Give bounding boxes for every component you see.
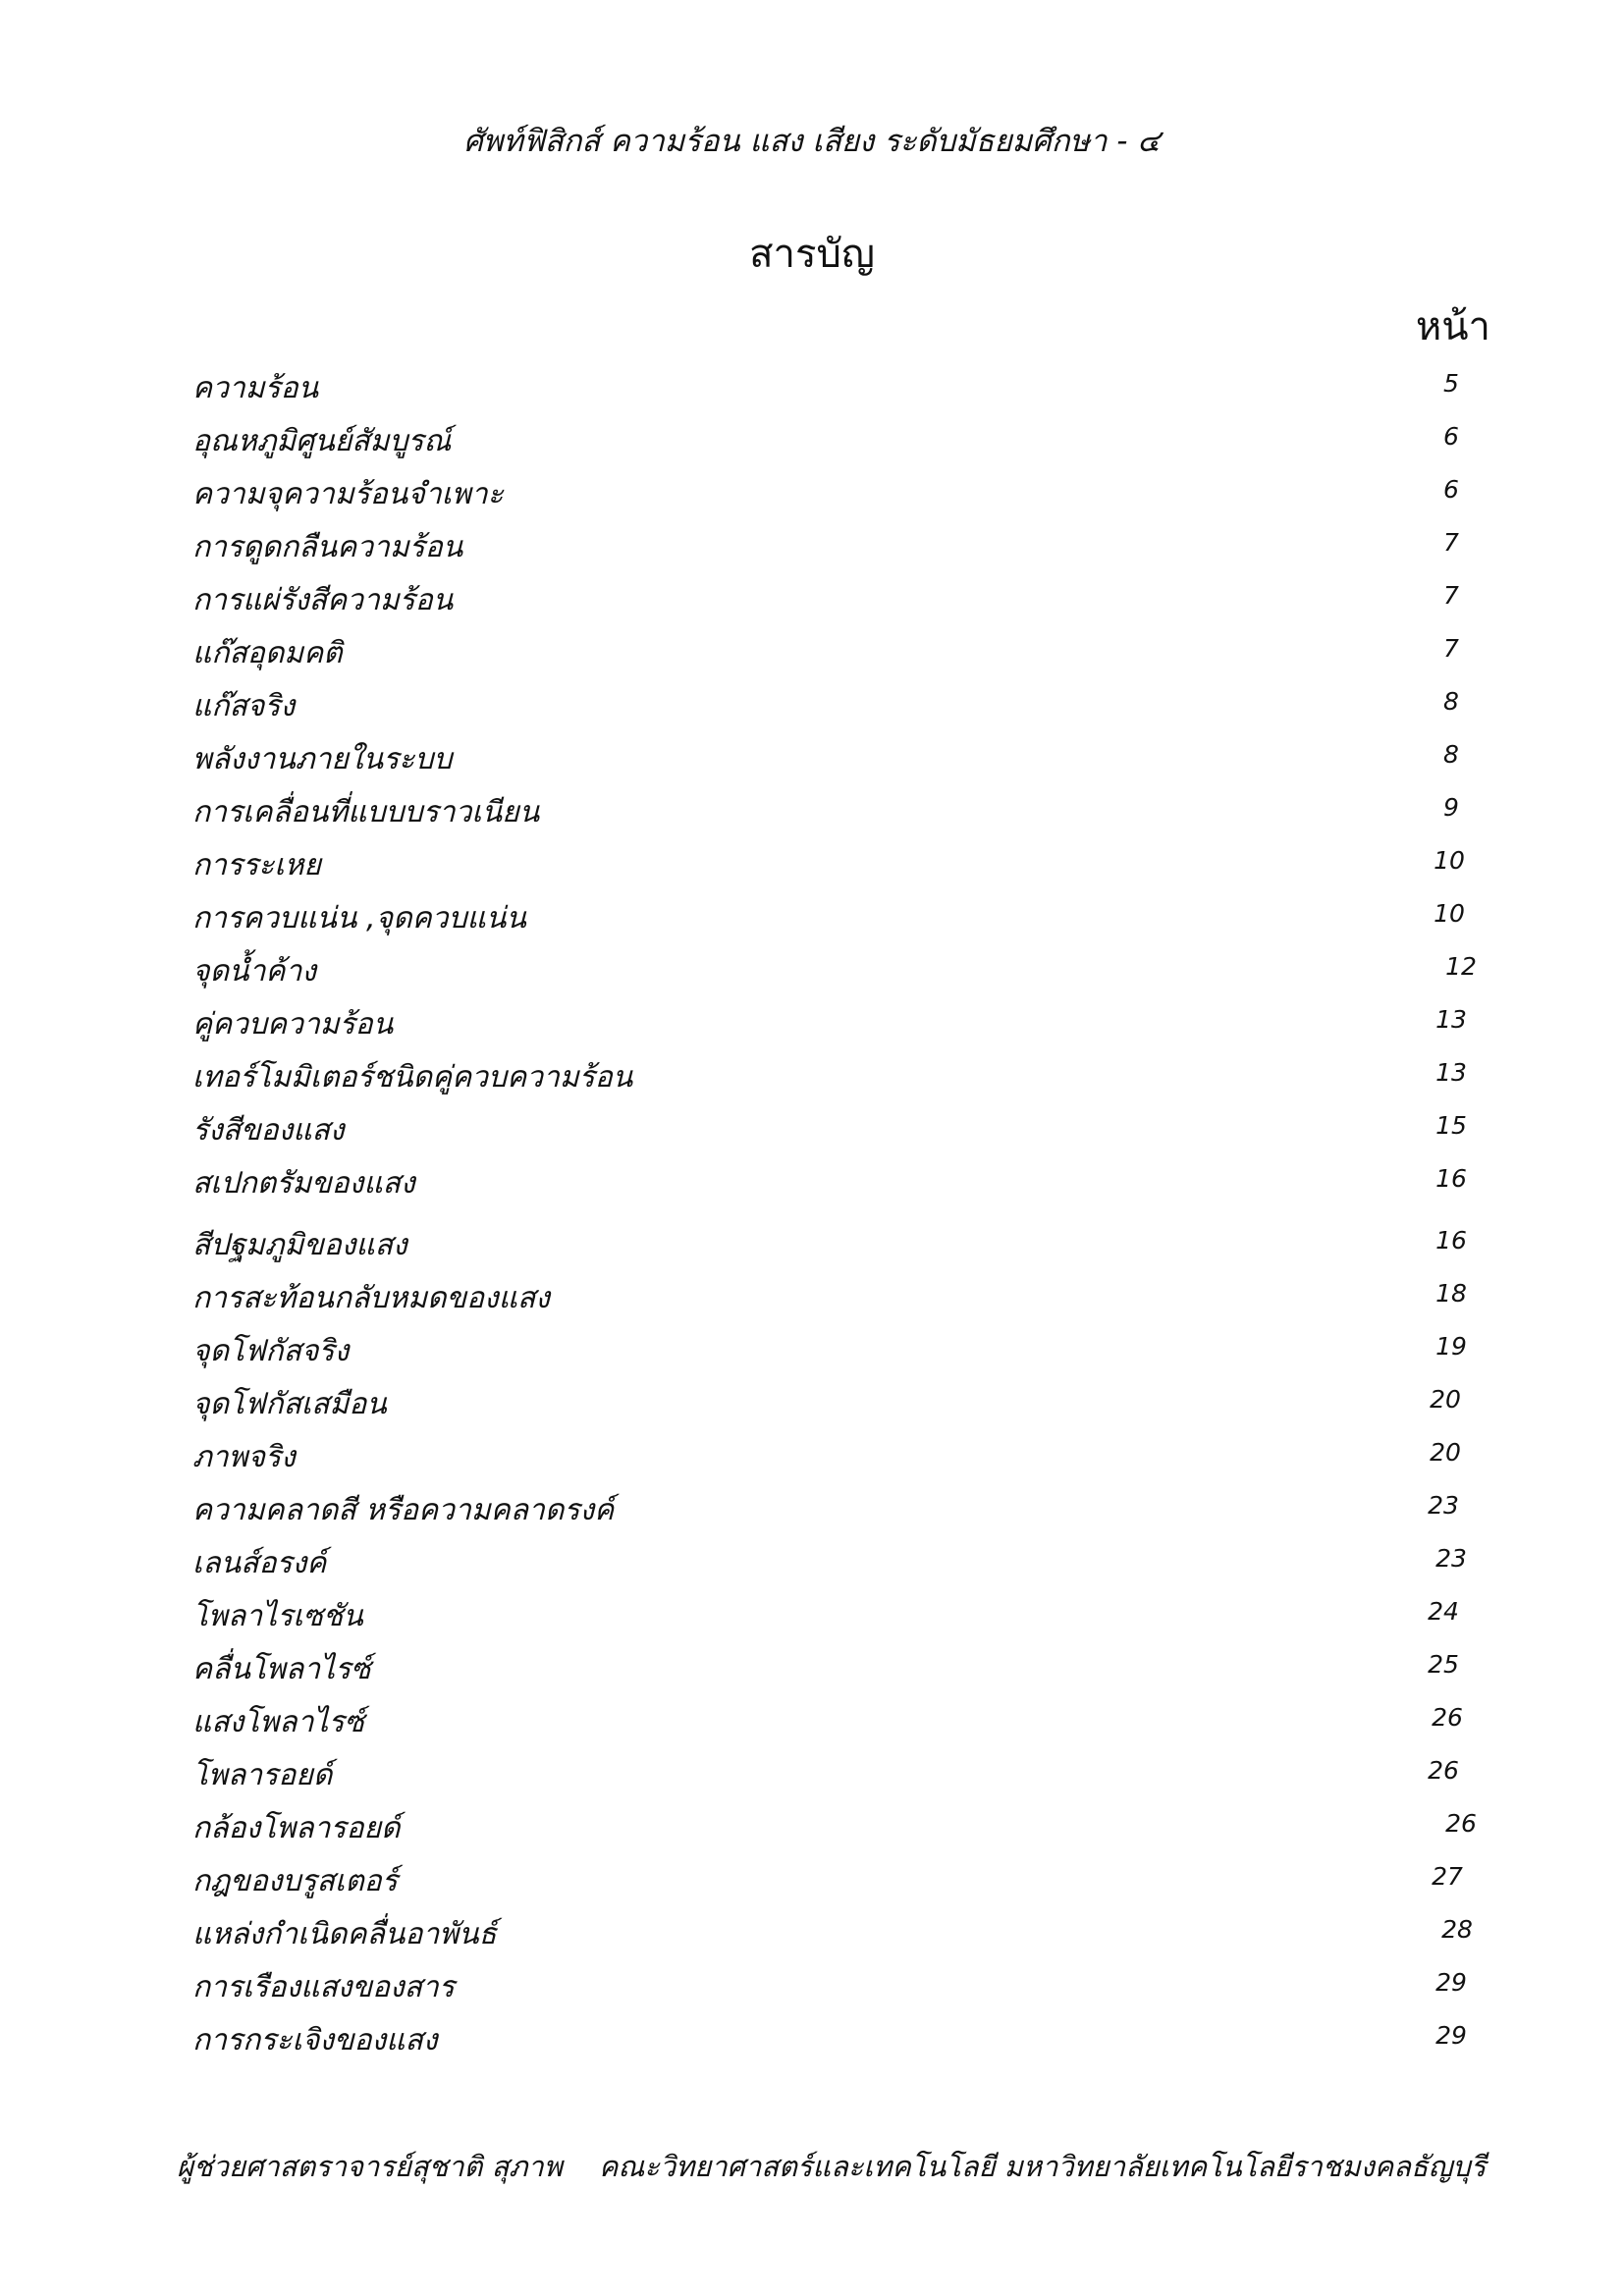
toc-entry-page: 29 bbox=[1435, 1968, 1467, 1997]
toc-row bbox=[192, 1911, 1473, 1964]
toc-entry-page: 6 bbox=[1443, 422, 1459, 451]
toc-row bbox=[192, 1160, 1469, 1213]
toc-row bbox=[192, 1540, 1469, 1593]
toc-entry-page: 25 bbox=[1428, 1650, 1459, 1679]
toc-entry-label: ความจุความร้อนจำเพาะ bbox=[192, 477, 504, 511]
toc-entry-page: 23 bbox=[1435, 1544, 1467, 1573]
toc-row bbox=[192, 948, 1477, 1001]
toc-entry-label: สีปฐมภูมิของแสง bbox=[192, 1228, 407, 1262]
toc-entry-page: 19 bbox=[1435, 1332, 1467, 1361]
toc-row bbox=[192, 1487, 1469, 1540]
toc-row bbox=[192, 1752, 1469, 1805]
toc-entry-page: 23 bbox=[1428, 1491, 1459, 1520]
toc-entry-page: 24 bbox=[1428, 1597, 1459, 1626]
toc-entry-label: กฎของบรูสเตอร์ bbox=[192, 1864, 398, 1898]
toc-row bbox=[192, 471, 1469, 524]
toc-entry-label: แหล่งกำเนิดคลื่นอาพันธ์ bbox=[192, 1917, 497, 1951]
toc-row bbox=[192, 1001, 1469, 1054]
toc-row bbox=[192, 1805, 1477, 1858]
toc-entry-label: แก๊สจริง bbox=[192, 689, 296, 723]
toc-entry-label: คลื่นโพลาไรซ์ bbox=[192, 1652, 371, 1686]
toc-entry-label: กล้องโพลารอยด์ bbox=[192, 1811, 401, 1845]
toc-entry-page: 13 bbox=[1435, 1058, 1467, 1087]
toc-entry-page: 18 bbox=[1435, 1279, 1467, 1308]
toc-row bbox=[192, 1275, 1469, 1328]
toc-entry-page: 7 bbox=[1443, 634, 1459, 663]
toc-row bbox=[192, 1434, 1469, 1487]
toc-row bbox=[192, 1593, 1469, 1646]
toc-entry-page: 28 bbox=[1441, 1915, 1473, 1944]
toc-entry-page: 5 bbox=[1443, 369, 1459, 398]
toc-entry-label: การแผ่รังสีความร้อน bbox=[192, 583, 454, 617]
toc-entry-label: แก๊สอุดมคติ bbox=[192, 636, 343, 670]
toc-entry-label: ความคลาดสี หรือความคลาดรงค์ bbox=[192, 1493, 615, 1527]
toc-entry-page: 10 bbox=[1434, 899, 1465, 928]
toc-entry-page: 16 bbox=[1435, 1164, 1467, 1193]
toc-entry-label: โพลารอยด์ bbox=[192, 1758, 333, 1792]
toc-row bbox=[192, 577, 1469, 630]
toc-entry-label: เทอร์โมมิเตอร์ชนิดคู่ควบความร้อน bbox=[192, 1060, 633, 1095]
toc-row bbox=[192, 1699, 1469, 1752]
footer-affiliation: คณะวิทยาศาสตร์และเทคโนโลยี มหาวิทยาลัยเทคโนโลยีราชมงคลธัญบุรี bbox=[599, 2150, 1487, 2183]
toc-entry-page: 6 bbox=[1443, 475, 1459, 504]
toc-entry-label: การกระเจิงของแสง bbox=[192, 2023, 438, 2057]
toc-row bbox=[192, 365, 1469, 418]
toc-entry-page: 15 bbox=[1435, 1111, 1467, 1140]
toc-entry-label: จุดโฟกัสเสมือน bbox=[192, 1387, 387, 1421]
toc-entry-page: 7 bbox=[1443, 581, 1459, 610]
toc-row bbox=[192, 1646, 1469, 1699]
toc-row bbox=[192, 1107, 1469, 1160]
toc-entry-label: การเรืองแสงของสาร bbox=[192, 1970, 455, 2004]
toc-row bbox=[192, 2017, 1469, 2070]
toc-row bbox=[192, 736, 1469, 789]
toc-entry-page: 27 bbox=[1432, 1862, 1463, 1891]
toc-row bbox=[192, 1054, 1469, 1107]
toc-entry-label: โพลาไรเซชัน bbox=[192, 1599, 363, 1633]
toc-entry-label: การระเหย bbox=[192, 848, 321, 882]
toc-row bbox=[192, 1381, 1469, 1434]
toc-entry-page: 16 bbox=[1435, 1226, 1467, 1255]
toc-entry-label: จุดน้ำค้าง bbox=[192, 954, 316, 988]
toc-entry-page: 26 bbox=[1432, 1703, 1463, 1732]
toc-entry-label: การสะท้อนกลับหมดของแสง bbox=[192, 1281, 550, 1315]
toc-entry-label: สเปกตรัมของแสง bbox=[192, 1166, 415, 1201]
toc-row bbox=[192, 683, 1469, 736]
toc-entry-label: คู่ควบความร้อน bbox=[192, 1007, 394, 1041]
toc-entry-page: 20 bbox=[1430, 1385, 1461, 1414]
toc-entry-page: 20 bbox=[1430, 1438, 1461, 1467]
running-header: ศัพท์ฟิสิกส์ ความร้อน แสง เสียง ระดับมัธยมศึกษา - ๔ bbox=[463, 124, 1161, 159]
footer-author: ผู้ช่วยศาสตราจารย์สุชาติ สุภาพ bbox=[177, 2150, 563, 2183]
toc-row bbox=[192, 630, 1469, 683]
toc-entry-label: พลังงานภายในระบบ bbox=[192, 742, 453, 776]
toc-entry-page: 10 bbox=[1434, 846, 1465, 875]
toc-entry-page: 8 bbox=[1443, 687, 1459, 716]
toc-entry-page: 26 bbox=[1428, 1756, 1459, 1785]
toc-row bbox=[192, 895, 1469, 948]
toc-entry-label: ความร้อน bbox=[192, 371, 319, 405]
toc-entry-label: จุดโฟกัสจริง bbox=[192, 1334, 350, 1368]
toc-entry-label: เลนส์อรงค์ bbox=[192, 1546, 327, 1580]
toc-entry-page: 9 bbox=[1443, 793, 1459, 822]
toc-entry-page: 12 bbox=[1445, 952, 1477, 981]
toc-entry-label: อุณหภูมิศูนย์สัมบูรณ์ bbox=[192, 424, 452, 458]
toc-row bbox=[192, 1858, 1469, 1911]
toc-row bbox=[192, 524, 1469, 577]
toc-row bbox=[192, 1328, 1469, 1381]
toc-entry-label: แสงโพลาไรซ์ bbox=[192, 1705, 364, 1739]
toc-entry-page: 7 bbox=[1443, 528, 1459, 557]
toc-entry-page: 8 bbox=[1443, 740, 1459, 769]
toc-entry-label: รังสีของแสง bbox=[192, 1113, 345, 1148]
toc-row bbox=[192, 789, 1469, 842]
toc-entry-label: การควบแน่น ,จุดควบแน่น bbox=[192, 901, 526, 935]
toc-entry-page: 26 bbox=[1445, 1809, 1477, 1838]
toc-entry-page: 13 bbox=[1435, 1005, 1467, 1034]
toc-row bbox=[192, 842, 1469, 895]
toc-entry-page: 29 bbox=[1435, 2021, 1467, 2050]
toc-row bbox=[192, 418, 1469, 471]
page-title: สารบัญ bbox=[749, 232, 875, 277]
toc-entry-label: การเคลื่อนที่แบบบราวเนียน bbox=[192, 795, 540, 829]
toc-entry-label: ภาพจริง bbox=[192, 1440, 296, 1474]
toc-row bbox=[192, 1222, 1469, 1275]
toc-entry-label: การดูดกลืนความร้อน bbox=[192, 530, 463, 564]
page-column-label: หน้า bbox=[1415, 304, 1490, 349]
toc-row bbox=[192, 1964, 1469, 2017]
